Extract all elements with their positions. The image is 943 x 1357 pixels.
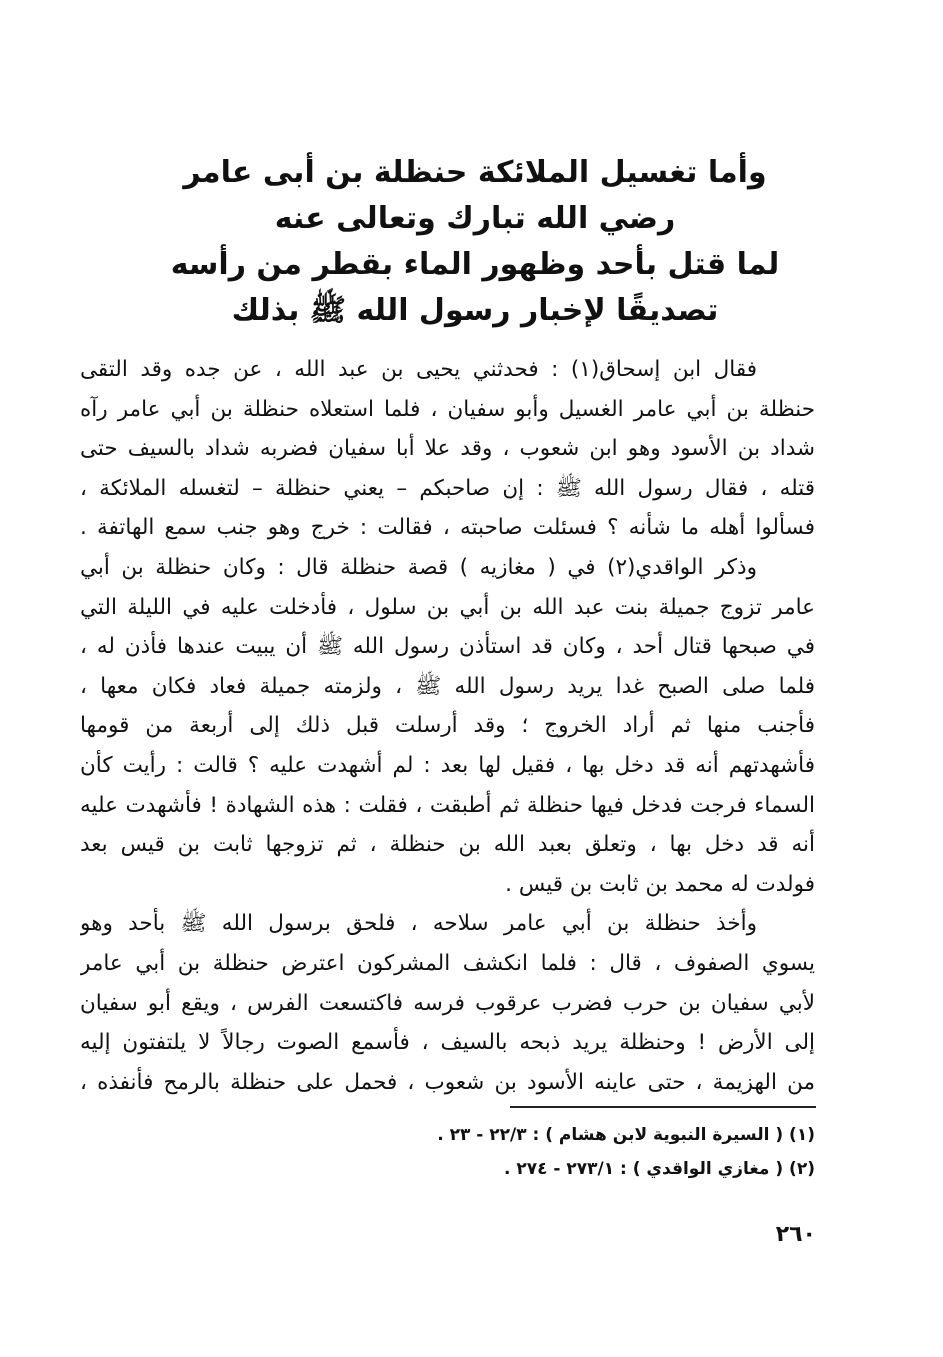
text-line: في صبحها قتال أحد ، وكان قد استأذن رسول الله ﷺ أن يبيت عندها فأذن له ، [80,634,815,660]
chapter-title [150,150,800,334]
text-line: عامر تزوج جميلة بنت عبد الله بن أبي بن سلول ، فأدخلت عليه في الليلة التي [80,594,815,620]
text-line: فقال ابن إسحاق(١) : فحدثني يحيى بن عبد الله ، عن جده وقد التقى [80,357,757,382]
text-line: لأبي سفيان بن حرب فضرب عرقوب فرسه فاكتسعت الفرس ، ويقع أبو سفيان [80,990,815,1016]
text-line: يسوي الصفوف ، قال : فلما انكشف المشركون اعترض حنظلة بن أبي عامر [80,950,815,976]
text-line: شداد بن الأسود وهو ابن شعوب ، وقد علا أبا سفيان فضربه شداد بالسيف حتى [80,436,815,462]
footnote-1: (١) ( السيرة النبوية لابن هشام ) : ٢٢/٣ - ٢٣ . [437,1125,815,1145]
text-line: حنظلة بن أبي عامر الغسيل وأبو سفيان ، فلما استعلاه حنظلة بن أبي عامر رآه [80,396,815,422]
text-line: من الهزيمة ، حتى عاينه الأسود بن شعوب ، فحمل على حنظلة بالرمح فأنفذه ، [80,1069,815,1095]
body-text [80,350,815,1102]
paragraph-1 [80,350,815,548]
text-line: إلى الأرض ! وحنظلة يريد ذبحه بالسيف ، فأسمع الصوت رجالاً لا يلتفتون إليه [80,1030,815,1056]
text-line: قتله ، فقال رسول الله ﷺ : إن صاحبكم – يعني حنظلة – لتغسله الملائكة ، [80,475,815,501]
text-line: فلما صلى الصبح غدا يريد رسول الله ﷺ ، ولزمته جميلة فعاد فكان معها ، [80,673,815,699]
text-line: أنه قد دخل بها ، وتعلق بعبد الله بن حنظلة ، ثم تزوجها ثابت بن قيس بعد [80,832,815,858]
footnote-2: (٢) ( مغازي الواقدي ) : ٢٧٣/١ - ٢٧٤ . [503,1159,815,1179]
paragraph-2 [80,548,815,904]
text-line: السماء فرجت فدخل فيها حنظلة ثم أطبقت ، فقلت : هذه الشهادة ! فأشهدت عليه [80,792,815,818]
footnote-divider [510,1106,816,1108]
text-line: وذكر الواقدي(٢) في ( مغازيه ) قصة حنظلة قال : وكان حنظلة بن أبي [80,554,757,580]
title-line: لما قتل بأحد وظهور الماء بقطر من رأسه [170,247,780,282]
text-line: وأخذ حنظلة بن أبي عامر سلاحه ، فلحق برسول الله ﷺ بأحد وهو [80,911,757,937]
text-line: فسألوا أهله ما شأنه ؟ فسئلت صاحبته ، فقالت : خرج وهو جنب سمع الهاتفة . [80,515,815,541]
text-line: فأجنب منها ثم أراد الخروج ؛ وقد أرسلت قبل ذلك إلى أربعة من قومها [80,713,815,739]
title-line: رضي الله تبارك وتعالى عنه [274,201,676,236]
text-line: فأشهدتهم أنه قد دخل بها ، فقيل لها بعد : لم أشهدت عليه ؟ قالت : رأيت كأن [80,752,815,778]
title-line: وأما تغسيل الملائكة حنظلة بن أبى عامر [183,155,767,190]
page-number: ٢٦٠ [775,1222,816,1247]
text-line: فولدت له محمد بن ثابت بن قيس . [505,871,815,897]
paragraph-3 [80,904,815,1102]
footnotes [300,1118,815,1186]
title-line: تصديقًا لإخبار رسول الله ﷺ بذلك [231,293,719,328]
